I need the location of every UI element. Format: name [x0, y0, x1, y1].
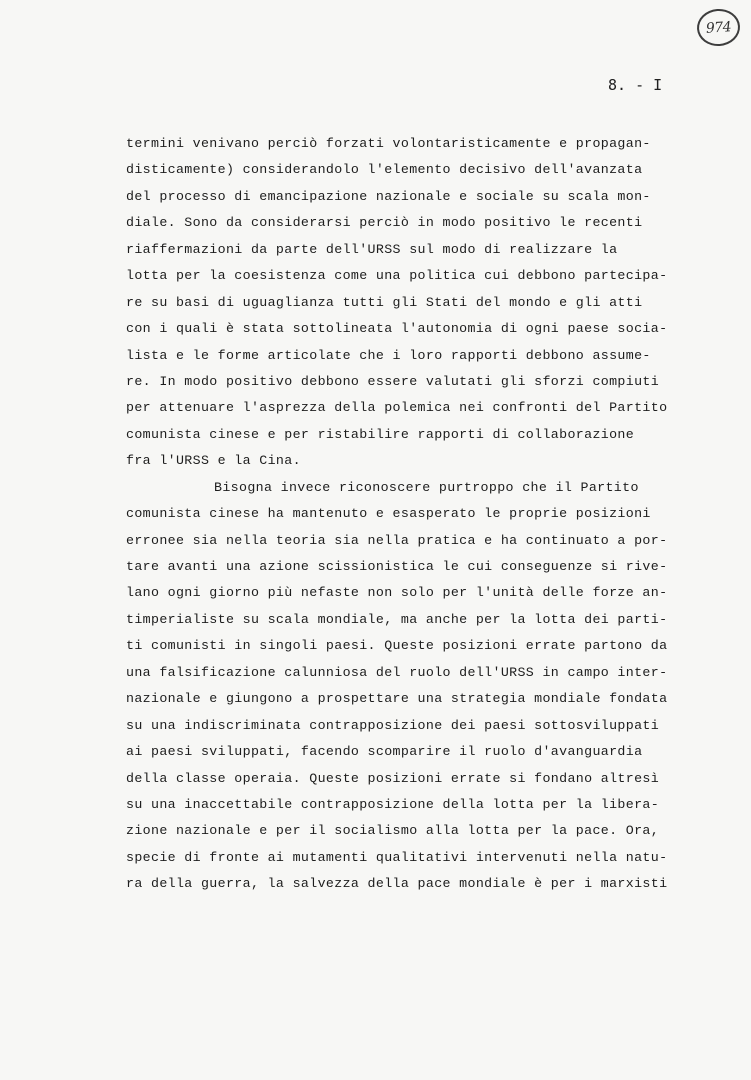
text-line: lista e le forme articolate che i loro rapporti debbono assume-: [126, 347, 651, 363]
text-line: lano ogni giorno più nefaste non solo per l'unità delle forze an-: [126, 585, 668, 601]
text-line: zione nazionale e per il socialismo alla lotta per la pace. Ora,: [126, 823, 660, 839]
text-line: tare avanti una azione scissionistica le cui conseguenze si rive-: [126, 559, 668, 574]
text-line: del processo di emancipazione nazionale e sociale su scala mon-: [126, 188, 651, 204]
text-line: ra della guerra, la salvezza della pace mondiale è per i marxisti: [126, 876, 668, 892]
text-line: una falsificazione calunniosa del ruolo dell'URSS in campo inter-: [126, 664, 668, 680]
text-line: riaffermazioni da parte dell'URSS sul modo di realizzare la: [126, 241, 618, 257]
text-line: specie di fronte ai mutamenti qualitativi intervenuti nella natu-: [126, 849, 668, 865]
text-line: comunista cinese e per ristabilire rapporti di collaborazione: [126, 426, 635, 442]
text-line: termini venivano perciò forzati volontaristicamente e propagan-: [126, 136, 651, 151]
text-line: fra l'URSS e la Cina.: [126, 453, 301, 469]
text-line: su una inaccettabile contrapposizione della lotta per la libera-: [126, 796, 660, 812]
page-number: 8. - I: [608, 76, 663, 94]
typewritten-text: [126, 131, 716, 898]
text-line: erronee sia nella teoria sia nella pratica e ha continuato a por-: [126, 532, 668, 548]
text-line: comunista cinese ha mantenuto e esasperato le proprie posizioni: [126, 506, 651, 522]
text-line: diale. Sono da considerarsi perciò in modo positivo le recenti: [126, 215, 643, 231]
text-line: disticamente) considerandolo l'elemento decisivo dell'avanzata: [126, 162, 643, 178]
text-line: lotta per la coesistenza come una politica cui debbono partecipa-: [126, 268, 668, 284]
text-line: re su basi di uguaglianza tutti gli Stati del mondo e gli atti: [126, 294, 643, 310]
text-line: ai paesi sviluppati, facendo scomparire il ruolo d'avanguardia: [126, 744, 643, 760]
text-line: timperialiste su scala mondiale, ma anche per la lotta dei parti-: [126, 611, 668, 627]
text-line: su una indiscriminata contrapposizione dei paesi sottosviluppati: [126, 717, 660, 733]
text-line: con i quali è stata sottolineata l'autonomia di ogni paese socia-: [126, 321, 668, 337]
text-line: per attenuare l'asprezza della polemica nei confronti del Partito: [126, 400, 668, 416]
text-line: nazionale e giungono a prospettare una strategia mondiale fondata: [126, 691, 668, 707]
stamp-number: 974: [705, 18, 732, 37]
text-line: re. In modo positivo debbono essere valutati gli sforzi compiuti: [126, 373, 660, 389]
archive-number-stamp: [696, 8, 741, 48]
text-line: della classe operaia. Queste posizioni errate si fondano altresì: [126, 770, 660, 786]
paragraph-first-line: Bisogna invece riconoscere purtroppo che il Partito: [214, 479, 639, 495]
text-line: ti comunisti in singoli paesi. Queste posizioni errate partono da: [126, 638, 668, 654]
